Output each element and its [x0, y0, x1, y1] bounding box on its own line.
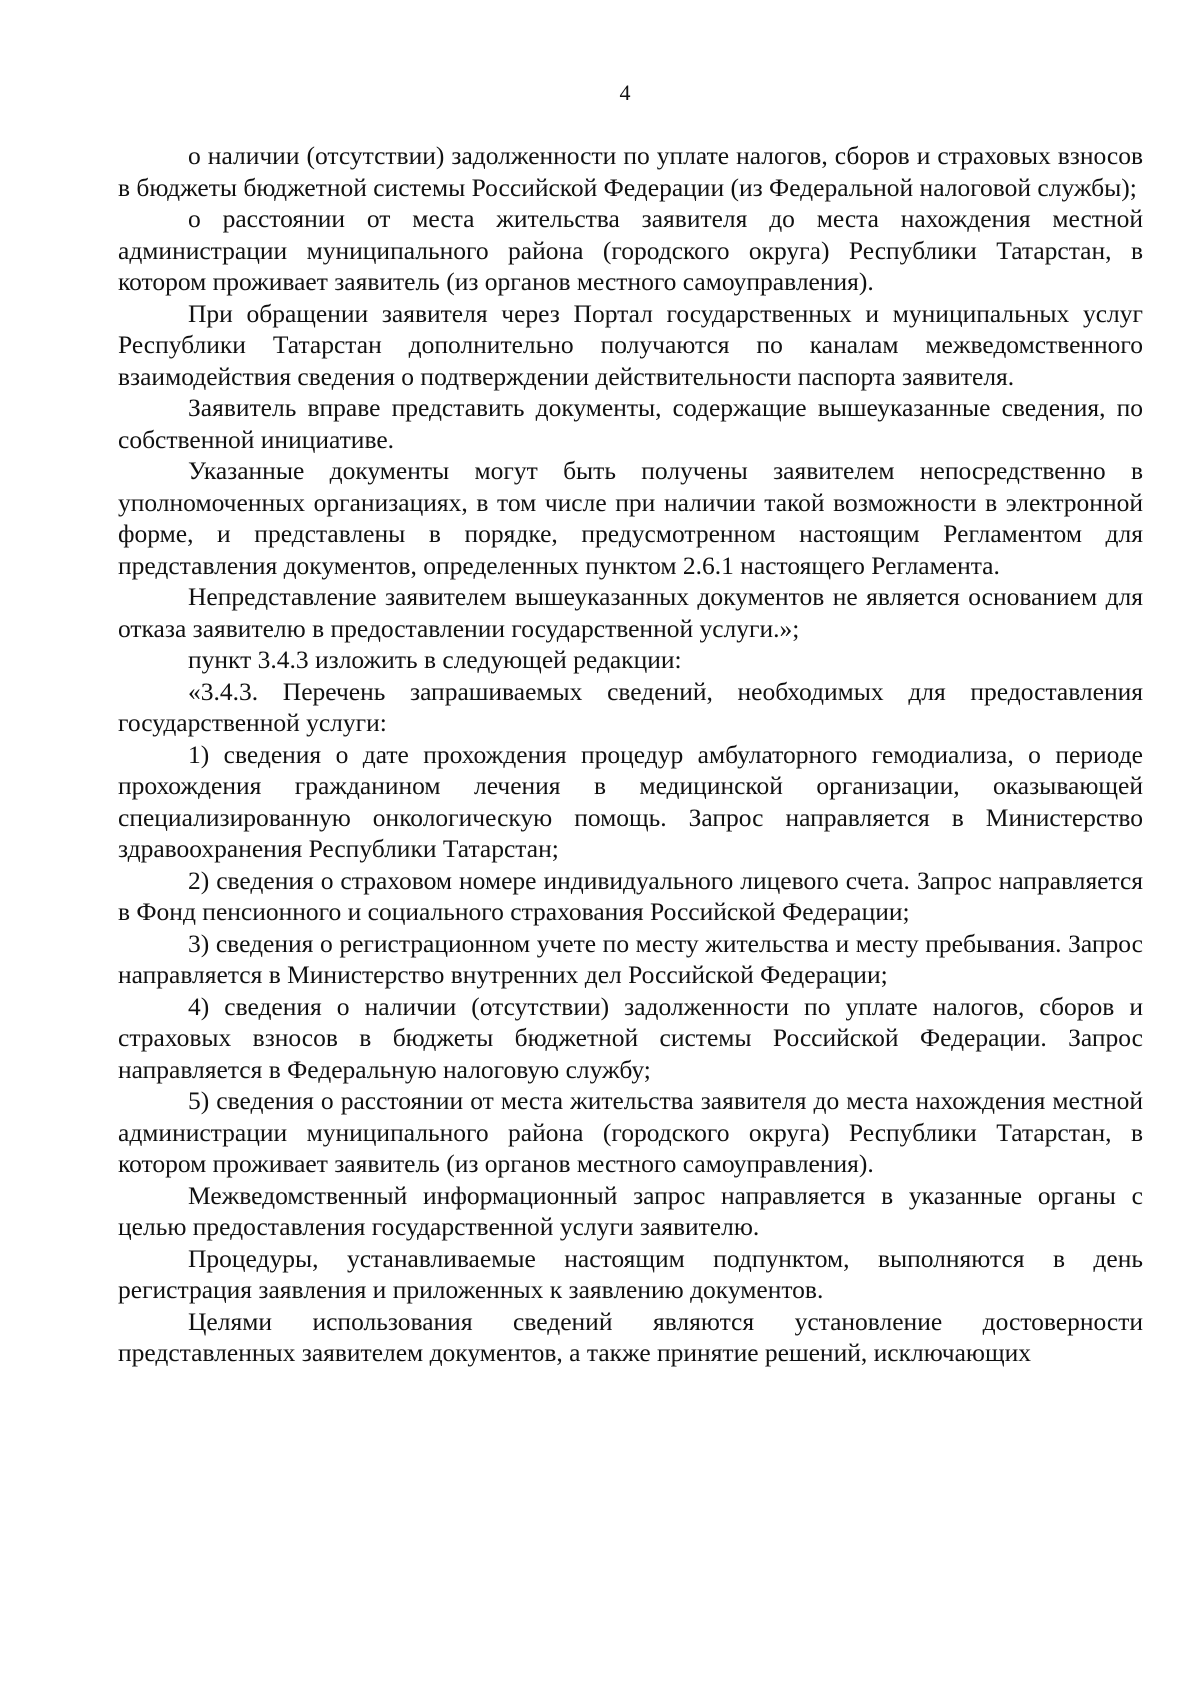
paragraph: «3.4.3. Перечень запрашиваемых сведений, необходимых для предоставления государственной услуги: [118, 676, 1143, 737]
paragraph: Процедуры, устанавливаемые настоящим подпунктом, выполняются в день регистрация заявления и приложенных к заявлению документов. [118, 1243, 1143, 1304]
paragraph: При обращении заявителя через Портал государственных и муниципальных услуг Республики Татарстан дополнительно получаются по каналам межведомственного взаимодействия сведения о подтверждении действительности паспорта заявителя. [118, 298, 1143, 391]
list-item: 3) сведения о регистрационном учете по месту жительства и месту пребывания. Запрос направляется в Министерство внутренних дел Российской Федерации; [118, 928, 1143, 989]
paragraph: о расстоянии от места жительства заявителя до места нахождения местной администрации муниципального района (городского округа) Республики Татарстан, в котором проживает заявитель (из органов местного самоуправления). [118, 204, 1143, 296]
list-item: 5) сведения о расстоянии от места жительства заявителя до места нахождения местной администрации муниципального района (городского округа) Республики Татарстан, в котором проживает заявитель (из органов местного самоуправления). [118, 1086, 1143, 1178]
list-item: 1) сведения о дате прохождения процедур амбулаторного гемодиализа, о периоде прохождения гражданином лечения в медицинской организации, оказывающей специализированную онкологическую помощь. Запрос направляется в Министерство здравоохранения Республики Татарстан; [118, 739, 1143, 863]
page-number: 4 [619, 80, 631, 105]
paragraph: Непредставление заявителем вышеуказанных документов не является основанием для отказа заявителю в предоставлении государственной услуги.»; [118, 582, 1143, 643]
list-item: 4) сведения о наличии (отсутствии) задолженности по уплате налогов, сборов и страховых взносов в бюджеты бюджетной системы Российской Федерации. Запрос направляется в Федеральную налоговую службу; [118, 991, 1143, 1084]
paragraph: Заявитель вправе представить документы, содержащие вышеуказанные сведения, по собственной инициативе. [118, 393, 1143, 454]
paragraph: Целями использования сведений являются установление достоверности представленных заявителем документов, а также принятие решений, исключающих [118, 1306, 1143, 1367]
list-item: 2) сведения о страховом номере индивидуального лицевого счета. Запрос направляется в Фонд пенсионного и социального страхования Российской Федерации; [118, 865, 1143, 926]
paragraph: о наличии (отсутствии) задолженности по уплате налогов, сборов и страховых взносов в бюджеты бюджетной системы Российской Федерации (из Федеральной налоговой службы); [118, 141, 1143, 202]
document-body [118, 140, 1143, 1369]
paragraph: пункт 3.4.3 изложить в следующей редакции: [188, 645, 682, 674]
paragraph: Межведомственный информационный запрос направляется в указанные органы с целью предоставления государственной услуги заявителю. [118, 1180, 1143, 1241]
paragraph: Указанные документы могут быть получены заявителем непосредственно в уполномоченных организациях, в том числе при наличии такой возможности в электронной форме, и представлены в порядке, предусмотренном настоящим Регламентом для представления документов, определенных пунктом 2.6.1 настоящего Регламента. [118, 456, 1143, 580]
